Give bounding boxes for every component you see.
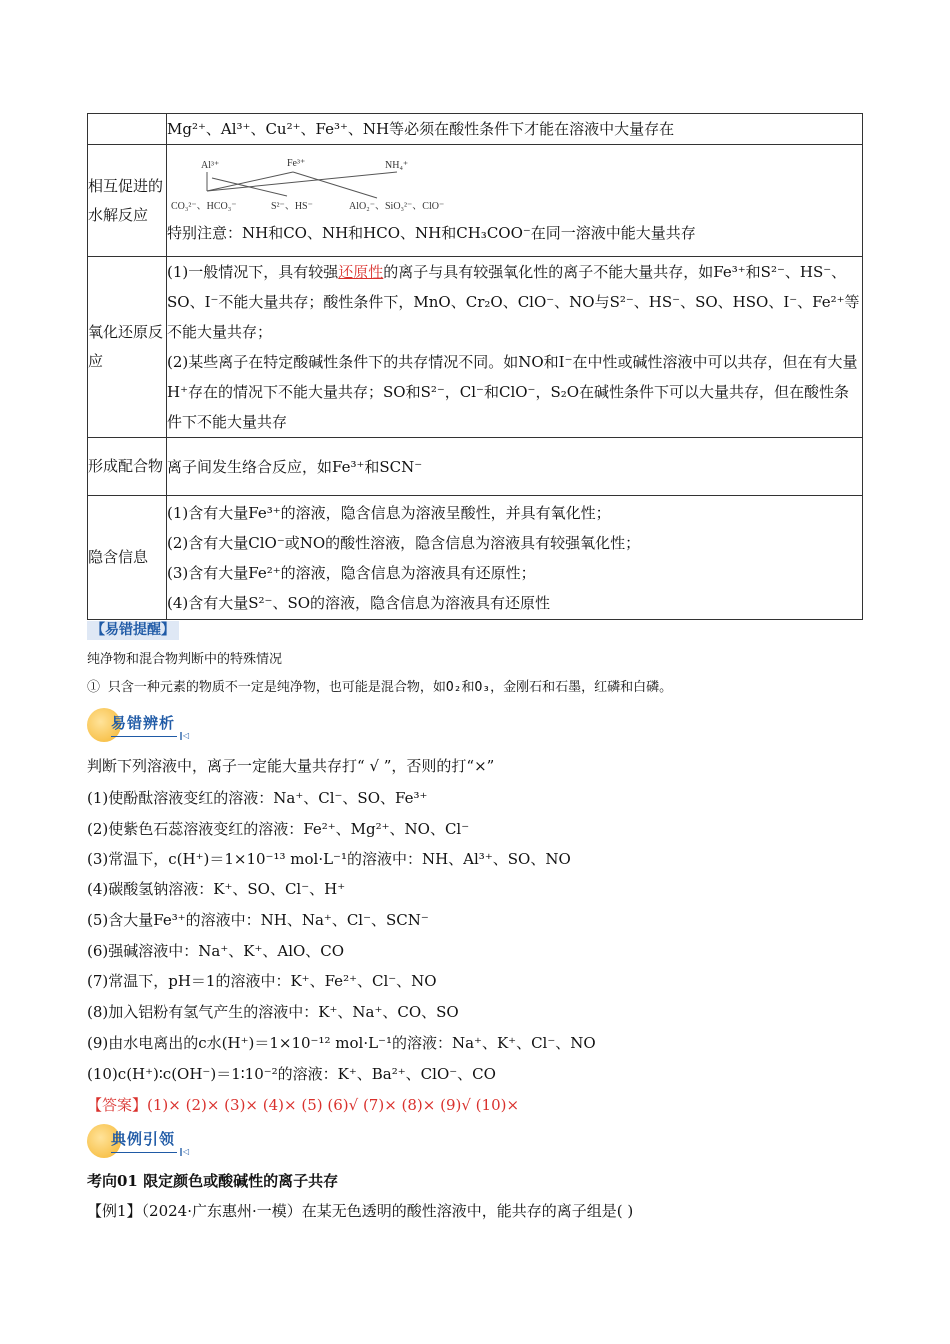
banner-title: 典例引领 [111, 1130, 176, 1148]
row-content [167, 257, 863, 438]
special-note: 特别注意：NH和CO、NH和HCO、NH和CH₃COO⁻在同一溶液中能大量共存 [167, 223, 696, 242]
row-label-hydrolysis: 相互促进的水解反应 [88, 145, 167, 257]
diagram-bottom-label: CO₃²⁻、HCO₃⁻ [171, 200, 237, 212]
hidden-info-item: (3)含有大量Fe²⁺的溶液，隐含信息为溶液具有还原性； [167, 563, 536, 582]
table-row [88, 114, 863, 145]
error-tip-tag: 【易错提醒】 [87, 621, 179, 640]
redox-paragraph-1 [167, 257, 862, 347]
example-heading: 考向01 限定颜色或酸碱性的离子共存 [87, 1172, 339, 1190]
mistake-item: (10)c(H⁺)∶c(OH⁻)＝1∶10⁻²的溶液：K⁺、Ba²⁺、ClO⁻、CO [87, 1065, 496, 1083]
mistakes-banner [87, 706, 197, 746]
row-label-redox: 氧化还原反应 [88, 257, 167, 438]
hidden-info-item: (1)含有大量Fe³⁺的溶液，隐含信息为溶液呈酸性，并具有氧化性； [167, 503, 611, 522]
diagram-bottom-label: AlO₂⁻、SiO₃²⁻、ClO⁻ [349, 200, 445, 212]
mistake-item: (9)由水电离出的c水(H⁺)＝1×10⁻¹² mol·L⁻¹的溶液：Na⁺、K⁺、Cl⁻、NO [87, 1034, 596, 1052]
diagram-top-label: NH₄⁺ [385, 159, 409, 171]
row-content [167, 114, 863, 145]
tip-line-2: ① 只含一种元素的物质不一定是纯净物，也可能是混合物，如O₂和O₃，金刚石和石墨，红磷和白磷。 [87, 680, 673, 695]
row-content [167, 145, 863, 257]
mistake-item: (7)常温下，pH＝1的溶液中：K⁺、Fe²⁺、Cl⁻、NO [87, 972, 437, 990]
example-question: 【例1】（2024·广东惠州·一模）在某无色透明的酸性溶液中，能共存的离子组是( ) [87, 1202, 634, 1220]
row-label [88, 114, 167, 145]
table-row [88, 496, 863, 620]
mistake-item: (3)常温下，c(H⁺)＝1×10⁻¹³ mol·L⁻¹的溶液中：NH、Al³⁺、SO、NO [87, 850, 571, 868]
redox-p1-start: (1)一般情况下，具有较强 [167, 263, 339, 281]
banner-tick-icon: ‖◁ [179, 731, 190, 740]
row-content [167, 438, 863, 496]
banner-title: 易错辨析 [111, 714, 176, 732]
banner-tick-icon: ‖◁ [179, 1147, 190, 1156]
diagram-top-label: Fe³⁺ [287, 157, 306, 169]
mistake-item: (1)使酚酞溶液变红的溶液：Na⁺、Cl⁻、SO、Fe³⁺ [87, 789, 428, 807]
hidden-info-item: (4)含有大量S²⁻、SO的溶液，隐含信息为溶液具有还原性 [167, 593, 551, 612]
mistake-item: (6)强碱溶液中：Na⁺、K⁺、AlO、CO [87, 942, 345, 960]
hydrolysis-diagram [167, 156, 467, 216]
row-content [167, 496, 863, 620]
diagram-line [207, 172, 293, 191]
mistake-item: (4)碳酸氢钠溶液：K⁺、SO、Cl⁻、H⁺ [87, 880, 346, 898]
answer-line [87, 1090, 519, 1120]
table-row [88, 257, 863, 438]
banner-rule [111, 736, 177, 737]
redox-p1-end: 的离子与具有较强氧化性的离子不能大量共存，如Fe³⁺和S²⁻、HS⁻、SO、I⁻不能大量共存；酸性条件下，MnO、Cr₂O、ClO⁻、NO与S²⁻、HS⁻、SO、HSO、I⁻、Fe²⁺等不能大量共存； [167, 263, 860, 341]
mistake-item: (5)含大量Fe³⁺的溶液中：NH、Na⁺、Cl⁻、SCN⁻ [87, 911, 429, 929]
mistake-item: (8)加入铝粉有氢气产生的溶液中：K⁺、Na⁺、CO、SO [87, 1003, 459, 1021]
tip-line-1: 纯净物和混合物判断中的特殊情况 [87, 652, 283, 667]
reducibility-link[interactable]: 还原性 [338, 263, 384, 281]
mistake-item: (2)使紫色石蕊溶液变红的溶液：Fe²⁺、Mg²⁺、NO、Cl⁻ [87, 820, 470, 838]
example-banner [87, 1122, 197, 1162]
table-row [88, 438, 863, 496]
diagram-top-label: Al³⁺ [201, 159, 220, 171]
acidic-only-ions-text: Mg²⁺、Al³⁺、Cu²⁺、Fe³⁺、NH等必须在酸性条件下才能在溶液中大量存在 [167, 120, 675, 138]
banner-rule [111, 1152, 177, 1153]
table-row [88, 145, 863, 257]
hidden-info-item: (2)含有大量ClO⁻或NO的酸性溶液，隐含信息为溶液具有较强氧化性； [167, 533, 641, 552]
diagram-bottom-label: S²⁻、HS⁻ [271, 200, 313, 212]
diagram-line [293, 172, 377, 198]
redox-paragraph-2: (2)某些离子在特定酸碱性条件下的共存情况不同。如NO和I⁻在中性或碱性溶液中可以共存，但在有大量H⁺存在的情况下不能大量共存；SO和S²⁻，Cl⁻和ClO⁻，S₂O在碱性条件下可以大量共存，但在酸性条件下不能大量共存 [167, 353, 858, 431]
row-label-hidden-info: 隐含信息 [88, 496, 167, 620]
answer-text: (1)× (2)× (3)× (4)× (5) (6)√ (7)× (8)× (9)√ (10)× [147, 1096, 520, 1114]
row-label-complex: 形成配合物 [88, 438, 167, 496]
mistakes-intro: 判断下列溶液中，离子一定能大量共存打“ √ ”，否则的打“×” [87, 757, 495, 775]
answer-label: 【答案】 [87, 1096, 148, 1114]
ion-coexistence-table [87, 113, 863, 620]
complex-text: 离子间发生络合反应，如Fe³⁺和SCN⁻ [167, 457, 423, 476]
